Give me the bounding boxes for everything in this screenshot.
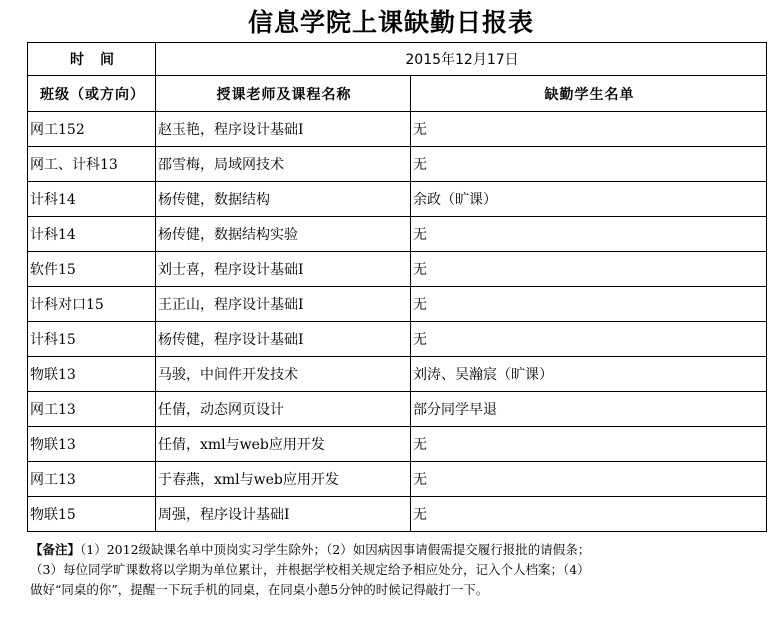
cell-absent: 部分同学早退 xyxy=(411,392,767,427)
cell-class: 物联13 xyxy=(28,427,156,462)
notes-label: 【备注】 xyxy=(30,542,81,557)
table-row xyxy=(28,322,767,357)
cell-class: 计科15 xyxy=(28,322,156,357)
table-row xyxy=(28,462,767,497)
table-row xyxy=(28,287,767,322)
cell-class: 网工、计科13 xyxy=(28,147,156,182)
cell-absent: 无 xyxy=(411,322,767,357)
table-row xyxy=(28,427,767,462)
notes-line-2: （3）每位同学旷课数将以学期为单位累计，并根据学校相关规定给予相应处分，记入个人档案；（4） xyxy=(30,562,590,577)
cell-teacher-course: 赵玉艳，程序设计基础I xyxy=(156,112,411,147)
table-row xyxy=(28,252,767,287)
date-row xyxy=(28,43,767,76)
cell-teacher-course: 邵雪梅，局域网技术 xyxy=(156,147,411,182)
cell-teacher-course: 王正山，程序设计基础I xyxy=(156,287,411,322)
cell-absent: 无 xyxy=(411,252,767,287)
cell-absent: 无 xyxy=(411,217,767,252)
cell-class: 计科14 xyxy=(28,182,156,217)
cell-absent: 无 xyxy=(411,427,767,462)
table-row xyxy=(28,497,767,532)
cell-teacher-course: 任倩，xml与web应用开发 xyxy=(156,427,411,462)
cell-teacher-course: 杨传健，程序设计基础I xyxy=(156,322,411,357)
cell-class: 网工152 xyxy=(28,112,156,147)
table-row xyxy=(28,182,767,217)
cell-absent: 无 xyxy=(411,462,767,497)
date-label: 时 间 xyxy=(28,43,156,76)
cell-class: 计科对口15 xyxy=(28,287,156,322)
table-row xyxy=(28,357,767,392)
cell-absent: 无 xyxy=(411,287,767,322)
header-teacher-course: 授课老师及课程名称 xyxy=(156,76,411,112)
notes-line-1 xyxy=(30,540,770,560)
report-title: 信息学院上课缺勤日报表 xyxy=(247,8,534,37)
cell-absent: 余政（旷课） xyxy=(411,182,767,217)
cell-teacher-course: 任倩，动态网页设计 xyxy=(156,392,411,427)
cell-absent: 无 xyxy=(411,112,767,147)
cell-class: 计科14 xyxy=(28,217,156,252)
header-class: 班级（或方向） xyxy=(28,76,156,112)
cell-absent: 刘涛、吴瀚宸（旷课） xyxy=(411,357,767,392)
cell-class: 网工13 xyxy=(28,462,156,497)
table-row xyxy=(28,147,767,182)
cell-teacher-course: 于春燕，xml与web应用开发 xyxy=(156,462,411,497)
cell-teacher-course: 周强，程序设计基础I xyxy=(156,497,411,532)
table-row xyxy=(28,112,767,147)
cell-teacher-course: 马骏，中间件开发技术 xyxy=(156,357,411,392)
notes-line-3: 做好“同桌的你”，提醒一下玩手机的同桌，在同桌小憩5分钟的时候记得敲打一下。 xyxy=(30,582,489,597)
cell-class: 物联13 xyxy=(28,357,156,392)
header-absent: 缺勤学生名单 xyxy=(411,76,767,112)
cell-class: 网工13 xyxy=(28,392,156,427)
notes xyxy=(30,540,770,600)
cell-class: 物联15 xyxy=(28,497,156,532)
cell-teacher-course: 杨传健，数据结构 xyxy=(156,182,411,217)
header-row xyxy=(28,76,767,112)
cell-teacher-course: 杨传健，数据结构实验 xyxy=(156,217,411,252)
cell-class: 软件15 xyxy=(28,252,156,287)
table-row xyxy=(28,217,767,252)
date-value: 2015年12月17日 xyxy=(156,43,767,76)
notes-text-1: （1）2012级缺课名单中顶岗实习学生除外；（2）如因病因事请假需提交履行报批的请假条； xyxy=(80,542,591,557)
cell-teacher-course: 刘士喜，程序设计基础I xyxy=(156,252,411,287)
cell-absent: 无 xyxy=(411,147,767,182)
cell-absent: 无 xyxy=(411,497,767,532)
attendance-table xyxy=(27,42,767,532)
table-row xyxy=(28,392,767,427)
